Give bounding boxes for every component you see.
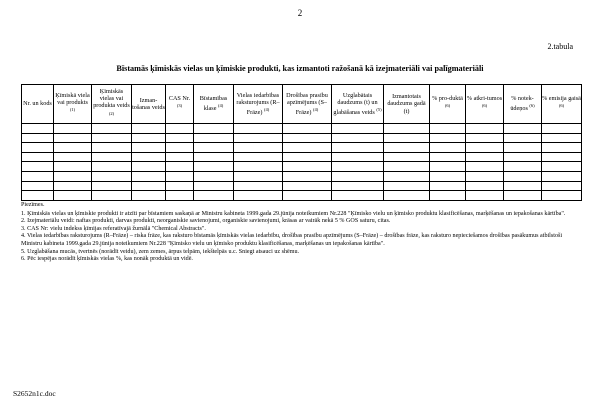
table-cell — [166, 152, 194, 162]
table-cell — [384, 171, 430, 181]
table-cell — [466, 162, 504, 172]
notes-section — [21, 202, 581, 264]
table-cell — [92, 124, 132, 134]
table-cell — [430, 124, 466, 134]
column-header — [194, 85, 234, 124]
table-cell — [332, 162, 384, 172]
column-header-text: Ķīmiskās vielas vai produkta veids — [93, 88, 130, 110]
column-header — [430, 85, 466, 124]
table-cell — [384, 191, 430, 201]
footnote-ref: (3) — [176, 103, 183, 109]
table-cell — [332, 143, 384, 153]
column-header-text: Nr. un kods — [23, 100, 52, 108]
table-cell — [54, 152, 92, 162]
table-cell — [542, 152, 582, 162]
table-cell — [166, 133, 194, 143]
table-cell — [542, 143, 582, 153]
table-cell — [234, 152, 283, 162]
table-cell — [466, 133, 504, 143]
table-cell — [466, 152, 504, 162]
table-row — [22, 133, 582, 143]
table-row — [22, 181, 582, 191]
table-cell — [194, 162, 234, 172]
table-cell — [132, 152, 166, 162]
table-cell — [283, 124, 332, 134]
table-cell — [132, 124, 166, 134]
column-header — [466, 85, 504, 124]
table-cell — [430, 162, 466, 172]
column-header-text: % notek-ūdeņos — [510, 95, 534, 113]
table-cell — [234, 181, 283, 191]
table-cell — [54, 143, 92, 153]
table-cell — [466, 171, 504, 181]
table-cell — [430, 133, 466, 143]
footnote-ref: (1) — [69, 107, 76, 113]
table-cell — [504, 124, 542, 134]
column-header — [504, 85, 542, 124]
footnote-ref: (2) — [108, 110, 115, 116]
note-item: 4. Vielas iedarbības raksturojums (R–Frāze) – riska frāze, kas raksturo bīstamās ķīmiskās vielas iedarbību, drošības prasību apzīmējums (S–Frāze) – drošības frāze, kas raksturo nepieciešamos drošības pasākumus atbilstoši Ministru kabineta 1999.gada 29.jūnija noteikumiem Nr.228 "Ķīmisko vielu un ķīmisko produktu klasificēšanas, marķēšanas un iepakošanas kārtība". — [21, 233, 563, 247]
table-cell — [384, 152, 430, 162]
table-cell — [332, 171, 384, 181]
table-cell — [283, 133, 332, 143]
note-item: 1. Ķīmiskās vielas un ķīmiskie produkti ir atzīti par bīstamiem saskaņā ar Ministru kabineta 1999.gada 29.jūnija noteikumiem Nr.228 "Ķīmisko vielu un ķīmisko produktu klasificēšanas, marķēšanas un iepakošanas kārtība". — [21, 210, 566, 217]
table-cell — [466, 143, 504, 153]
table-cell — [466, 124, 504, 134]
table-cell — [166, 162, 194, 172]
table-row — [22, 162, 582, 172]
table-cell — [430, 152, 466, 162]
table-cell — [54, 171, 92, 181]
table-cell — [132, 171, 166, 181]
table-row — [22, 152, 582, 162]
table-cell — [22, 124, 54, 134]
table-cell — [166, 124, 194, 134]
table-cell — [92, 171, 132, 181]
column-header — [166, 85, 194, 124]
table-cell — [194, 124, 234, 134]
table-cell — [542, 191, 582, 201]
table-cell — [283, 171, 332, 181]
table-cell — [234, 162, 283, 172]
table-cell — [234, 133, 283, 143]
table-row — [22, 191, 582, 201]
column-header — [384, 85, 430, 124]
table-row — [22, 124, 582, 134]
table-cell — [542, 133, 582, 143]
table-cell — [504, 133, 542, 143]
table-cell — [283, 181, 332, 191]
table-cell — [54, 191, 92, 201]
column-header — [54, 85, 92, 124]
table-cell — [234, 124, 283, 134]
table-row — [22, 143, 582, 153]
table-cell — [194, 191, 234, 201]
table-cell — [430, 181, 466, 191]
table-cell — [194, 133, 234, 143]
table-cell — [504, 171, 542, 181]
table-cell — [542, 162, 582, 172]
table-cell — [283, 162, 332, 172]
table-row — [22, 171, 582, 181]
table-title: Bīstamās ķīmiskās vielas un ķīmiskie produkti, kas izmantoti ražošanā kā izejmateriāli vai palīgmateriāli — [116, 64, 484, 73]
column-header-text: % atkri-tumos — [466, 95, 503, 103]
table-cell — [54, 181, 92, 191]
column-header — [283, 85, 332, 124]
table-cell — [332, 133, 384, 143]
page-number: 2 — [297, 8, 303, 18]
table-cell — [22, 162, 54, 172]
table-cell — [283, 152, 332, 162]
column-header-text: Izmantotais daudzums gadā (t) — [387, 93, 426, 115]
column-header-text: Bīstamības klase — [199, 95, 228, 113]
column-header — [22, 85, 54, 124]
note-item: 2. Izejmateriālu veidi: naftas produkti, darvas produkti, neorganiskie savienojumi, organiskie savienojumi, krāsas ar vairāk nekā 5 % GOS saturu, citas. — [21, 218, 391, 225]
table-cell — [384, 162, 430, 172]
table-cell — [22, 171, 54, 181]
table-cell — [194, 152, 234, 162]
table-cell — [466, 181, 504, 191]
table-cell — [542, 171, 582, 181]
table-cell — [54, 162, 92, 172]
table-cell — [92, 191, 132, 201]
table-cell — [332, 124, 384, 134]
table-cell — [234, 171, 283, 181]
footnote-ref: (6) — [529, 103, 535, 109]
table-cell — [384, 124, 430, 134]
table-cell — [92, 162, 132, 172]
footnote-ref: (6) — [444, 103, 451, 109]
table-cell — [283, 143, 332, 153]
table-cell — [166, 143, 194, 153]
table-cell — [194, 181, 234, 191]
table-cell — [283, 191, 332, 201]
table-cell — [194, 171, 234, 181]
table-cell — [166, 171, 194, 181]
table-cell — [504, 191, 542, 201]
column-header-text: % emisija gaisā — [542, 95, 581, 103]
table-cell — [22, 181, 54, 191]
table-cell — [542, 181, 582, 191]
table-cell — [92, 181, 132, 191]
table-cell — [384, 181, 430, 191]
column-header-text: Drošības prasību apzīmējums (S–Frāze) — [286, 91, 328, 117]
table-cell — [132, 162, 166, 172]
column-header — [332, 85, 384, 124]
table-cell — [332, 191, 384, 201]
table-cell — [22, 152, 54, 162]
table-cell — [54, 124, 92, 134]
footnote-ref: (4) — [264, 107, 270, 113]
table-label: 2.tabula — [547, 42, 573, 51]
notes-heading: Piezīmes. — [21, 202, 45, 208]
table-header-row — [22, 85, 582, 124]
table-cell — [504, 162, 542, 172]
column-header-text: Uzglabātais daudzums (t) un glabāšanas veids — [333, 91, 378, 117]
table-body — [22, 124, 582, 201]
table-cell — [92, 143, 132, 153]
table-cell — [22, 143, 54, 153]
table-cell — [504, 143, 542, 153]
table-cell — [132, 181, 166, 191]
chemicals-table — [21, 84, 581, 201]
column-header-text: Vielas iedarbības raksturojums (R–Frāze) — [236, 91, 280, 117]
table-cell — [194, 143, 234, 153]
column-header-text: % pro-duktā — [432, 95, 463, 103]
table-cell — [504, 181, 542, 191]
table-cell — [234, 191, 283, 201]
document-filename: S2652n1c.doc — [13, 389, 56, 398]
column-header-text: CAS Nr. — [168, 95, 191, 103]
table-cell — [332, 152, 384, 162]
footnote-ref: (5) — [376, 107, 382, 113]
column-header — [132, 85, 166, 124]
table-cell — [466, 191, 504, 201]
table-cell — [384, 133, 430, 143]
table-cell — [132, 133, 166, 143]
note-item: 6. Pēc iespējas norādīt ķīmiskās vielas %, kas nonāk produktā un vidē. — [21, 256, 193, 263]
note-item: 5. Uzglabāšana mucās, tvertnēs (norādīt veidu), zem zemes, ārpus telpām, iekštelpās u.c. Sniegt atsauci uz shēmu. — [21, 248, 300, 255]
table-cell — [332, 181, 384, 191]
table-cell — [132, 191, 166, 201]
column-header-text: Ķīmiskā viela vai produkts — [55, 91, 90, 106]
table-cell — [430, 191, 466, 201]
table-cell — [166, 181, 194, 191]
footnote-ref: (4) — [313, 107, 319, 113]
table-cell — [92, 152, 132, 162]
table-cell — [92, 133, 132, 143]
table-cell — [384, 143, 430, 153]
footnote-ref: (6) — [481, 103, 488, 109]
table-cell — [166, 191, 194, 201]
note-item: 3. CAS Nr: vielu indekss ķīmijas referatīvajā žurnālā "Chemical Abstracts". — [21, 225, 206, 232]
table-cell — [542, 124, 582, 134]
column-header — [234, 85, 283, 124]
table-cell — [430, 171, 466, 181]
table-cell — [54, 133, 92, 143]
table-cell — [22, 191, 54, 201]
footnote-ref: (6) — [558, 103, 565, 109]
column-header-text: Izman-tošanas veids — [132, 96, 165, 111]
footnote-ref: (4) — [218, 103, 224, 109]
table-cell — [430, 143, 466, 153]
column-header — [542, 85, 582, 124]
table-cell — [22, 133, 54, 143]
table-cell — [504, 152, 542, 162]
table-cell — [132, 143, 166, 153]
column-header — [92, 85, 132, 124]
table-cell — [234, 143, 283, 153]
